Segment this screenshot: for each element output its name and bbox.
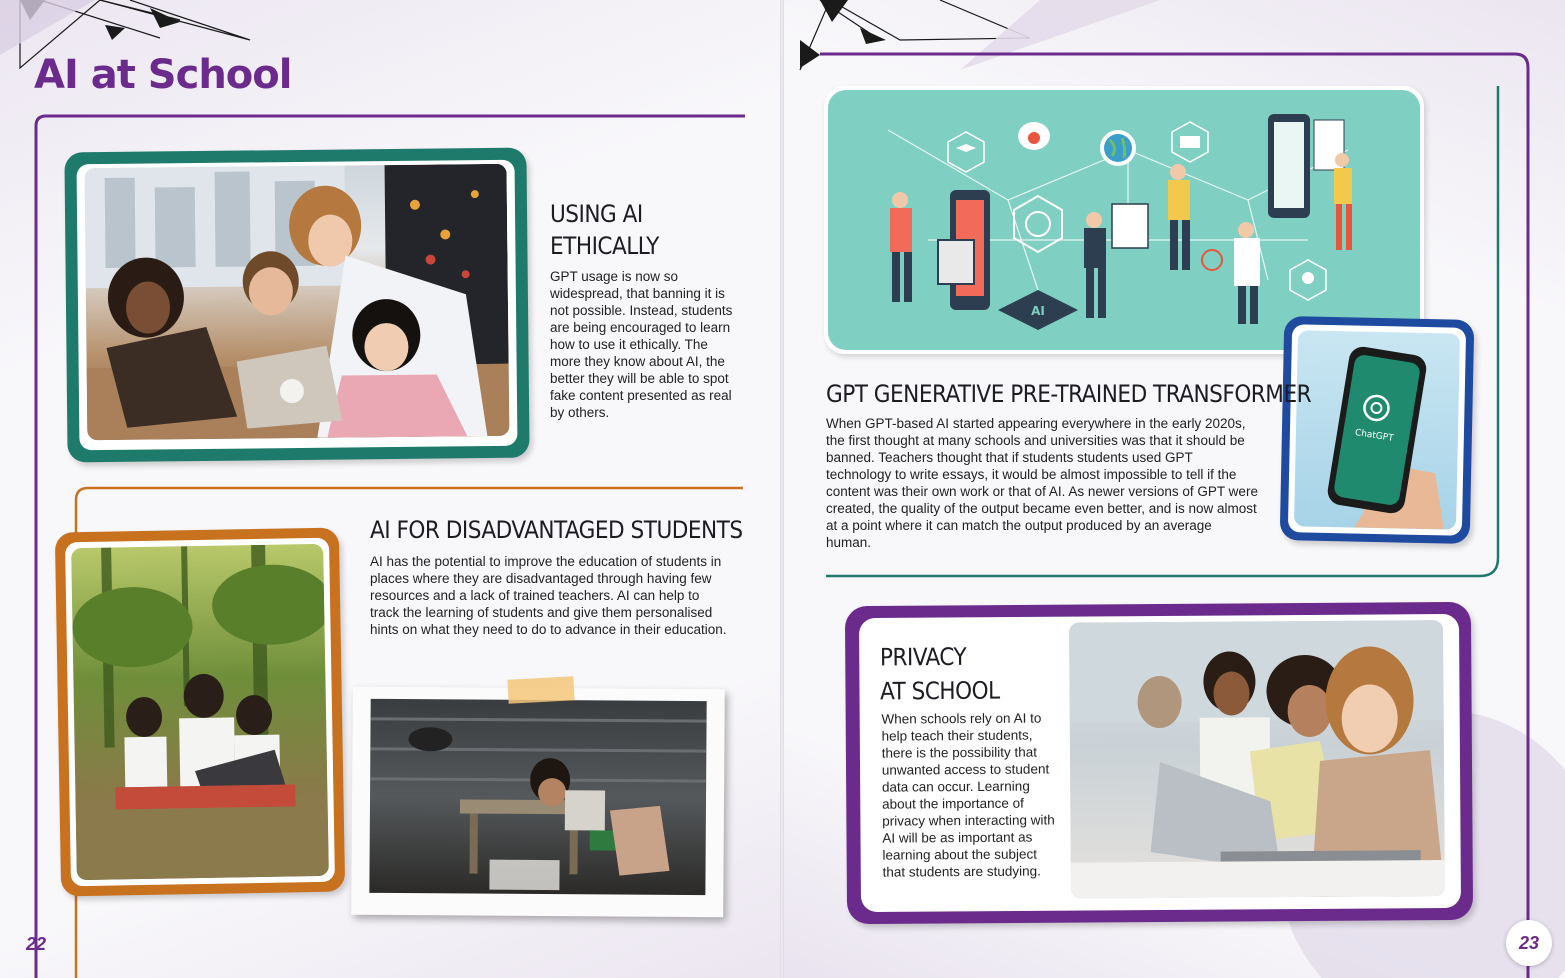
graduation-cap-icon — [948, 132, 984, 172]
photo-frame-teal — [64, 148, 529, 463]
chip-label: AI — [1031, 304, 1045, 318]
page-number-left: 22 — [26, 934, 47, 954]
section-privacy-title — [880, 640, 1000, 709]
section-gpt-title: GPT GENERATIVE PRE-TRAINED TRANSFORMER — [826, 380, 1312, 408]
page-number-right: 23 — [1518, 932, 1540, 953]
title-line-2: ETHICALLY — [550, 232, 659, 260]
illustration-frame — [824, 86, 1424, 354]
photo-privacy-students — [1069, 620, 1445, 899]
book-icon — [1172, 122, 1208, 162]
section-gpt-body: When GPT-based AI started appearing everywhere in the early 2020s, the first thought at many schools and universities was that it should be banned. Teachers thought that if students students used GPT technology to write essays, it would be almost impossible to tell if the content was their own work or that of AI. As newer versions of GPT were created, the quality of the output became even better, and is now almost at a point where it can match the output produced by an average human. — [826, 416, 1258, 550]
title-line-1: USING AI — [550, 200, 643, 228]
page-number-circle — [1506, 920, 1552, 966]
title-line-1: PRIVACY — [879, 642, 967, 672]
photo-frame-blue — [1280, 316, 1475, 544]
section-privacy-body: When schools rely on AI to help teach their students, there is the possibility that unwanted access to student data can occur. Learning about the importance of privacy when interacting with AI will be as important as learning about the subject that students are studying. — [881, 710, 1055, 880]
phone-label: ChatGPT — [1354, 427, 1395, 445]
photo-kids-forest — [71, 544, 329, 880]
cloud-gear-icon — [1018, 122, 1050, 150]
title-line-2: AT SCHOOL — [880, 676, 1000, 706]
section-using-ai-title — [550, 198, 659, 262]
section-disadvantaged-title: AI FOR DISADVANTAGED STUDENTS — [370, 516, 743, 544]
section-disadvantaged-body: AI has the potential to improve the education of students in places where they are disadvantaged through having few resources and a lack of trained teachers. AI can help to track the learning of students and give them personalised hints on what they need to do to advance in their education. — [370, 554, 727, 637]
tape-strip — [507, 676, 574, 703]
photo-classroom-teacher — [85, 164, 510, 440]
award-icon — [1290, 260, 1326, 300]
photo-phone-chatgpt — [1294, 330, 1460, 529]
brain-icon — [1014, 196, 1062, 252]
photo-frame-orange — [55, 528, 345, 897]
illustration-ai-network — [828, 90, 1420, 350]
globe-icon — [1100, 130, 1136, 166]
photo-polaroid — [351, 687, 725, 918]
ai-chip — [998, 290, 1078, 330]
page-headline: AI at School — [34, 52, 292, 98]
section-using-ai-body: GPT usage is now so widespread, that banning it is not possible. Instead, students are being encouraged to learn how to use it ethically. The more they know about AI, the better they will be able to spot fake content presented as real by others. — [550, 269, 733, 420]
photo-boy-studying — [369, 699, 706, 895]
